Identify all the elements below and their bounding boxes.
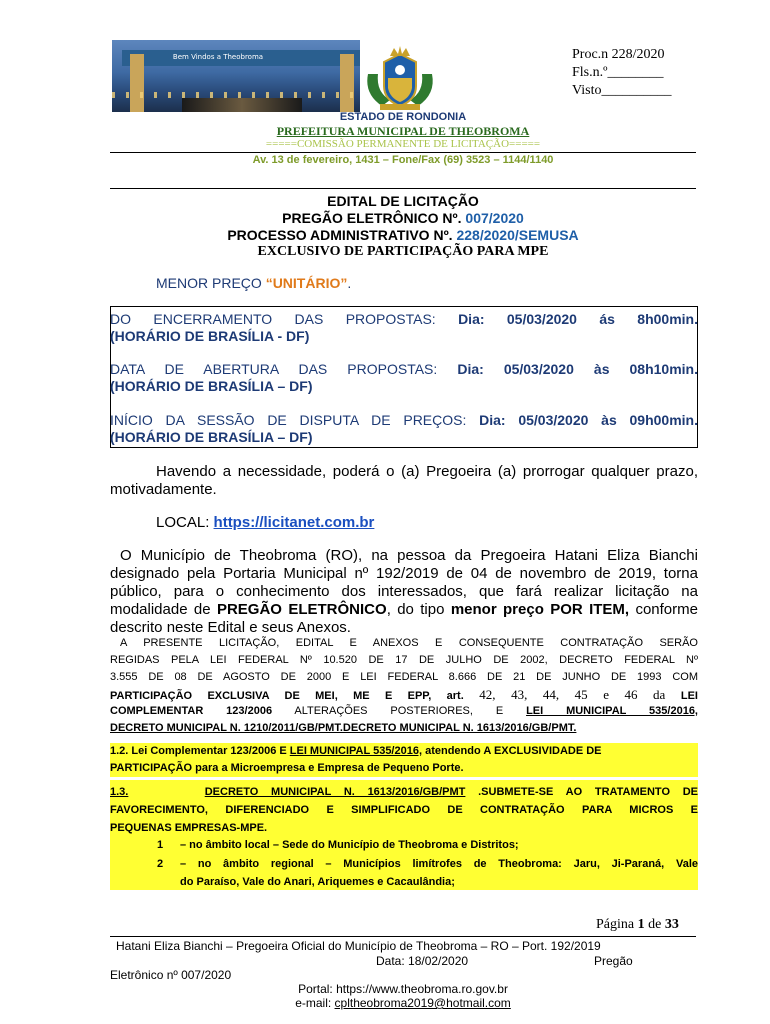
menor-preco [156, 275, 351, 292]
legal-bold: LEI [680, 690, 698, 702]
list-item: – no âmbito local – Sede do Município de Theobroma e Distritos; [180, 839, 519, 851]
schedule-value: Dia: 05/03/2020 às 09h00min. [479, 412, 698, 428]
legal-bold: PARTICIPAÇÃO EXCLUSIVA DE MEI, ME E EPP, art. [110, 690, 464, 702]
prefeitura-name: PREFEITURA MUNICIPAL DE THEOBROMA [276, 124, 530, 138]
footer-rule [110, 936, 696, 937]
legal-line-2: REGIDAS PELA LEI FEDERAL Nº 10.520 DE 17 DE JULHO DE 2002, DECRETO FEDERAL Nº [110, 654, 698, 666]
arch-pillar-left [130, 54, 144, 112]
coat-of-arms-icon [360, 44, 440, 114]
schedule-tz: (HORÁRIO DE BRASÍLIA – DF) [110, 429, 313, 445]
clause-number: 1.3. [110, 786, 129, 798]
clause-decreto: DECRETO MUNICIPAL N. 1613/2016/GB/PMT [204, 786, 466, 798]
legal-line-3: 3.555 DE 08 DE AGOSTO DE 2000 E LEI FEDERAL 8.666 DE 21 DE JUNHO DE 1993 COM [110, 671, 698, 683]
schedule-row-encerramento [110, 311, 698, 328]
clause-text: atendendo A EXCLUSIVIDADE DE [422, 745, 602, 757]
visto: Visto__________ [572, 83, 672, 98]
intro-line-5: descrito neste Edital e seus Anexos. [110, 619, 351, 636]
intro-text: modalidade de [110, 601, 217, 618]
prorrogar-line-1: Havendo a necessidade, poderá o (a) Pregoeira (a) prorrogar qualquer prazo, [156, 463, 698, 480]
commission-name: =====COMISSÃO PERMANENTE DE LICITAÇÃO===== [265, 138, 541, 150]
address: Av. 13 de fevereiro, 1431 – Fone/Fax (69) 3523 – 1144/1140 [252, 154, 554, 166]
menor-preco-value: “UNITÁRIO” [265, 275, 348, 291]
menor-preco-label: MENOR PREÇO [156, 275, 266, 291]
legal-line-6: DECRETO MUNICIPAL N. 1210/2011/GB/PMT.DECRETO MUNICIPAL N. 1613/2016/GB/PMT. [110, 722, 577, 734]
page-total: 33 [664, 917, 679, 932]
schedule-label: INÍCIO DA SESSÃO DE DISPUTA DE PREÇOS: [110, 412, 480, 428]
list-item: – no âmbito regional – Municípios limítrofes de Theobroma: Jaru, Ji-Paraná, Vale [180, 858, 698, 870]
clause-1-3-line-2: FAVORECIMENTO, DIFERENCIADO E SIMPLIFICADO DE CONTRATAÇÃO PARA MICROS E [110, 804, 698, 816]
local-line [156, 514, 744, 532]
intro-bold-menor: menor preço POR ITEM, [450, 601, 630, 618]
schedule-label: DO ENCERRAMENTO DAS PROPOSTAS: [110, 311, 459, 327]
footer-pregoeira: Hatani Eliza Bianchi – Pregoeira Oficial do Município de Theobroma – RO – Port. 192/2019 [116, 939, 601, 953]
clause-1-2-line-1 [110, 743, 698, 760]
schedule-row-sessao [110, 412, 698, 429]
schedule-tz: (HORÁRIO DE BRASÍLIA – DF) [110, 378, 313, 394]
list-item-number: 1 [157, 839, 164, 851]
prorrogar-line-2: motivadamente. [110, 481, 217, 498]
page-of: de [644, 917, 665, 932]
pregao-number: 007/2020 [465, 210, 524, 226]
pregao-prefix: PREGÃO ELETRÔNICO Nº. [282, 210, 466, 226]
exclusivo-title: EXCLUSIVO DE PARTICIPAÇÃO PARA MPE [257, 244, 549, 259]
legal-line-1: A PRESENTE LICITAÇÃO, EDITAL E ANEXOS E CONSEQUENTE CONTRATAÇÃO SERÃO [120, 637, 698, 649]
local-label: LOCAL: [156, 514, 214, 531]
footer-pregao: Pregão [594, 954, 633, 968]
footer-portal: Portal: https://www.theobroma.ro.gov.br [298, 982, 508, 996]
clause-1-3-line-3: PEQUENAS EMPRESAS-MPE. [110, 822, 268, 834]
legal-bold: COMPLEMENTAR 123/2006 [110, 705, 273, 717]
header-photo [112, 40, 360, 112]
email-link[interactable]: cpltheobroma2019@hotmail.com [334, 996, 511, 1010]
legal-text: ALTERAÇÕES POSTERIORES, E [272, 705, 527, 717]
processo-prefix: PROCESSO ADMINISTRATIVO Nº. [227, 227, 457, 243]
intro-text: , do tipo [386, 601, 451, 618]
intro-line-3: público, para o conhecimento dos interessados, que fará realizar licitação na [110, 583, 698, 600]
footer-date: Data: 18/02/2020 [376, 954, 469, 968]
clause-text: .SUBMETE-SE AO TRATAMENTO DE [465, 786, 699, 798]
schedule-tz: (HORÁRIO DE BRASÍLIA - DF) [110, 328, 310, 344]
licitanet-link[interactable]: https://licitanet.com.br [213, 514, 375, 531]
footer-pregao-number: Eletrônico nº 007/2020 [110, 968, 232, 982]
page-prefix: Página [596, 917, 638, 932]
intro-text: conforme [629, 601, 698, 618]
header-rule-bottom [110, 188, 696, 189]
schedule-label: DATA DE ABERTURA DAS PROPOSTAS: [110, 361, 458, 377]
process-stamp [572, 46, 672, 100]
arch-sign: Bem Vindos a Theobroma [172, 53, 264, 61]
processo-title [110, 226, 696, 244]
pregao-title [110, 209, 696, 227]
clause-lei-municipal: LEI MUNICIPAL 535/2016, [289, 745, 423, 757]
legal-bold-underline: LEI MUNICIPAL 535/2016, [526, 705, 698, 717]
menor-preco-suffix: . [347, 275, 352, 291]
intro-line-1: O Município de Theobroma (RO), na pessoa da Pregoeira Hatani Eliza Bianchi [120, 547, 698, 564]
fls-number: Fls.n.º________ [572, 65, 664, 80]
page-number [596, 916, 679, 933]
legal-line-5 [110, 703, 698, 720]
footer-email [110, 996, 696, 1010]
schedule-row-abertura [110, 361, 698, 378]
schedule-value: Dia: 05/03/2020 ás 8h00min. [458, 311, 698, 327]
clause-1-3-line-1 [110, 784, 698, 801]
processo-number: 228/2020/SEMUSA [456, 227, 579, 243]
list-item-number: 2 [157, 858, 164, 870]
clause-1-2-line-2: PARTICIPAÇÃO para a Microempresa e Empresa de Pequeno Porte. [110, 762, 464, 774]
legal-articles: 42, 43, 44, 45 e 46 da [463, 687, 681, 702]
edital-title: EDITAL DE LICITAÇÃO [327, 193, 479, 209]
arch-pillar-right [340, 54, 354, 112]
page-current: 1 [637, 917, 645, 932]
proc-number: Proc.n 228/2020 [572, 47, 665, 62]
road [182, 98, 302, 112]
intro-line-4 [110, 601, 698, 619]
schedule-value: Dia: 05/03/2020 às 08h10min. [457, 361, 699, 377]
state-name: ESTADO DE RONDONIA [339, 111, 467, 123]
list-item-continuation: do Paraíso, Vale do Anari, Ariquemes e Cacaulândia; [180, 876, 455, 888]
email-label: e-mail: [295, 996, 335, 1010]
intro-line-2: designado pela Portaria Municipal nº 192/2019 de 04 de novembro de 2019, torna [110, 565, 698, 582]
intro-bold-pregao: PREGÃO ELETRÔNICO [216, 601, 387, 618]
clause-text: 1.2. Lei Complementar 123/2006 E [110, 745, 290, 757]
